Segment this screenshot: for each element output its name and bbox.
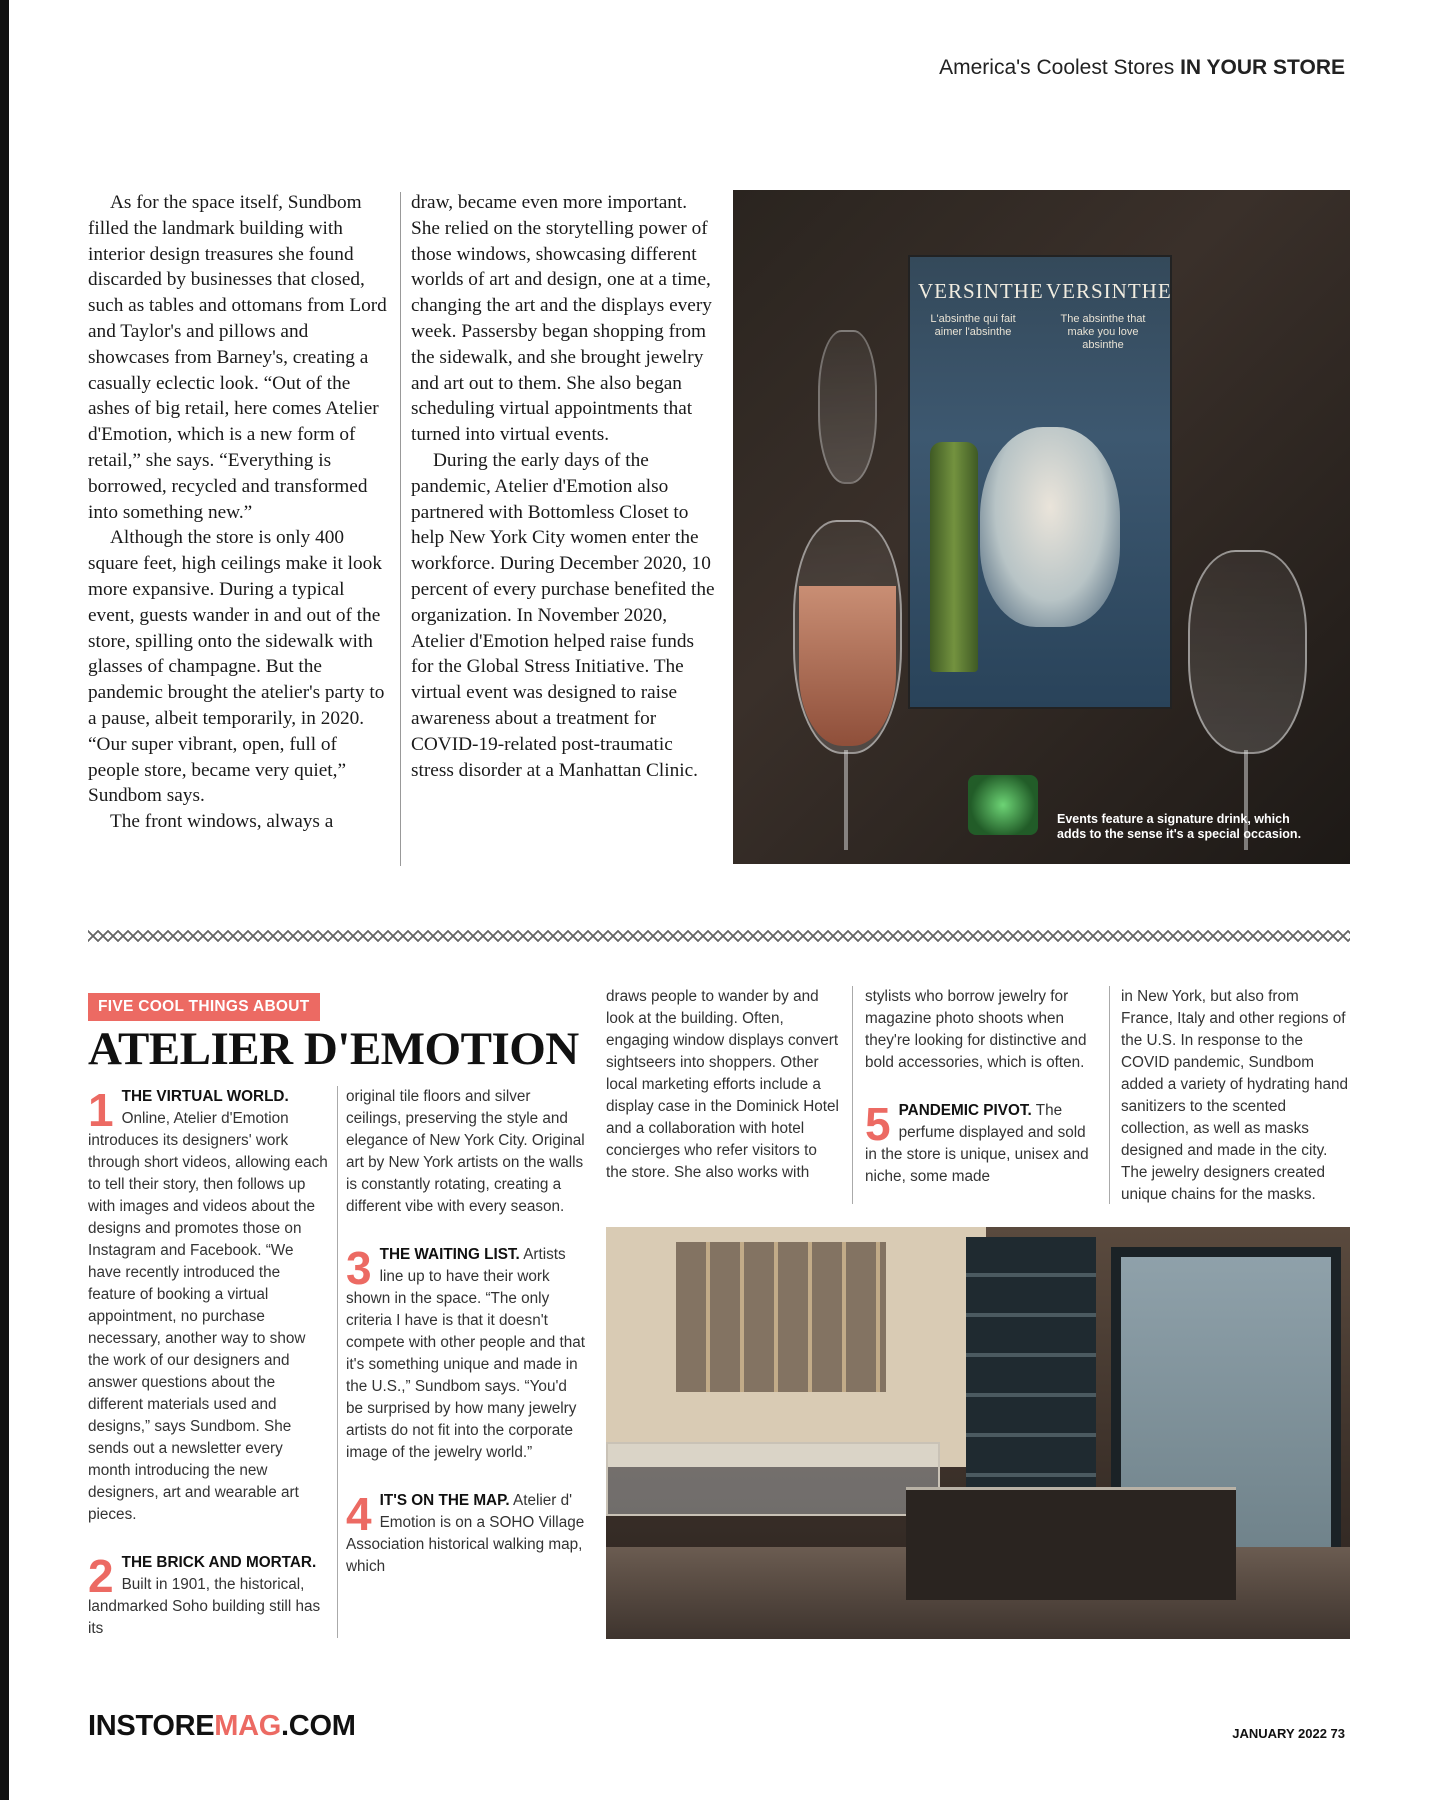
logo-part: INSTORE [88, 1710, 215, 1742]
portrait-grid [676, 1242, 886, 1392]
item-number: 5 [865, 1098, 891, 1150]
list-item [88, 1086, 328, 1526]
shelving [966, 1237, 1096, 1497]
column-rule [852, 986, 853, 1204]
item-text: The perfume displayed and sold in the store is unique, unisex and niche, some made [865, 1102, 1089, 1185]
article-column-2 [411, 190, 716, 783]
logo-part: .COM [281, 1710, 356, 1742]
absinthe-box [908, 255, 1172, 709]
absinthe-bottle [930, 442, 978, 672]
article-column-1 [88, 190, 390, 835]
item-title: PANDEMIC PIVOT. [898, 1102, 1032, 1119]
item-title: THE WAITING LIST. [379, 1246, 520, 1263]
item-number: 4 [346, 1488, 372, 1540]
item-text: Atelier d' Emotion is on a SOHO Village Association historical walking map, which [346, 1492, 585, 1575]
section-name-bold: IN YOUR STORE [1180, 56, 1345, 79]
box-illustration [980, 427, 1120, 627]
section-name: America's Coolest Stores [939, 56, 1175, 79]
sidebar-headline: ATELIER D'EMOTION [88, 1023, 579, 1075]
item-text: Online, Atelier d'Emotion introduces its designers' work through short videos, allowing each to tell their story, then follows up with images and videos about the designs and promotes those on Instagram and Facebook. “We have recently introduced the feature of booking a virtual appointment, no purchase necessary, another way to show the work of our designers and answer questions about the different materials used and designs,” says Sundbom. She sends out a newsletter every month introducing the new designers, art and wearable art pieces. [88, 1110, 328, 1523]
box-tagline-left: L'absinthe qui fait aimer l'absinthe [930, 313, 1016, 338]
empty-flute [1188, 550, 1307, 754]
continued-text: original tile floors and silver ceilings, preserving the style and elegance of New York City. Original art by New York artists on the walls is constantly rotating, creating a different vibe with every season. [346, 1088, 585, 1215]
list-item [865, 1100, 1097, 1188]
item-title: THE BRICK AND MORTAR. [121, 1554, 317, 1571]
item-number: 1 [88, 1084, 114, 1136]
list-item [346, 1244, 586, 1464]
box-tagline-right: The absinthe that make you love absinthe [1060, 313, 1146, 351]
continued-text: stylists who borrow jewelry for magazine photo shoots when they're looking for distinctive and bold accessories, which is often. [865, 988, 1087, 1071]
column-rule [400, 192, 401, 866]
sidebar-column-3 [606, 986, 842, 1184]
rose-glass [793, 520, 902, 754]
item-title: IT'S ON THE MAP. [379, 1492, 510, 1509]
item-text: Built in 1901, the historical, landmarked Soho building still has its [88, 1576, 321, 1637]
item-text: Artists line up to have their work shown in the space. “The only criteria I have is that it doesn't compete with other people and that it's something unique and made in the U.S.,” Sundbom says. “You'd be surprised by how many jewelry artists do not fit into the corporate image of the jewelry world.” [346, 1246, 585, 1461]
magazine-logo [88, 1710, 356, 1743]
zigzag-divider [88, 930, 1350, 942]
item-title: THE VIRTUAL WORLD. [121, 1088, 289, 1105]
list-item [88, 1552, 328, 1640]
photo-store-interior [606, 1227, 1350, 1639]
logo-part-accent: MAG [214, 1710, 282, 1742]
sidebar-kicker: FIVE COOL THINGS ABOUT [88, 993, 320, 1021]
running-head [939, 56, 1345, 80]
box-brand-right: VERSINTHE [1046, 279, 1172, 303]
champagne-flute [818, 330, 877, 484]
article-paragraph: draw, became even more important. She relied on the storytelling power of those windows, showcasing different worlds of art and design, one at a time, changing the art and the displays every week. Passersby began shopping from the sidewalk, and she brought jewelry and art out to them. She also began scheduling virtual appointments that turned into virtual events. [411, 192, 712, 446]
sidebar-column-1 [88, 1086, 328, 1640]
continued-text: in New York, but also from France, Italy and other regions of the U.S. In response to the COVID pandemic, Sundbom added a variety of hydrating hand sanitizers to the scented collection, as well as masks designed and made in the city. The jewelry designers created unique chains for the masks. [1121, 988, 1349, 1203]
display-case [606, 1442, 940, 1516]
display-table [906, 1487, 1236, 1600]
article-paragraph: Although the store is only 400 square feet, high ceilings make it look more expansive. During a typical event, guests wander in and out of the store, spilling onto the sidewalk with glasses of champagne. But the pandemic brought the atelier's party to a pause, albeit temporarily, in 2020. “Our super vibrant, open, full of people store, became very quiet,” Sundbom says. [88, 527, 385, 807]
green-drink [968, 775, 1038, 835]
item-number: 2 [88, 1550, 114, 1602]
article-paragraph: During the early days of the pandemic, Atelier d'Emotion also partnered with Bottomless Closet to help New York City women enter the workforce. During December 2020, 10 percent of every purchase benefited the organization. In November 2020, Atelier d'Emotion helped raise funds for the Global Stress Initiative. The virtual event was designed to raise awareness about a treatment for COVID-19-related post-traumatic stress disorder at a Manhattan Clinic. [411, 449, 715, 781]
photo-caption: Events feature a signature drink, which adds to the sense it's a special occasion. [1057, 812, 1302, 841]
glass-stem [844, 750, 848, 850]
column-rule [337, 1086, 338, 1638]
column-rule [1109, 986, 1110, 1204]
page-folio: JANUARY 2022 73 [1232, 1726, 1345, 1741]
sidebar-column-4 [865, 986, 1097, 1188]
article-paragraph: As for the space itself, Sundbom filled the landmark building with interior design treasures she found discarded by businesses that closed, such as tables and ottomans from Lord and Taylor's and pillows and showcases from Barney's, creating a casually eclectic look. “Out of the ashes of big retail, here comes Atelier d'Emotion, which is a new form of retail,” she says. “Everything is borrowed, recycled and transformed into something new.” [88, 192, 387, 523]
article-paragraph: The front windows, always a [110, 811, 334, 833]
sidebar-column-2 [346, 1086, 586, 1578]
box-brand-left: VERSINTHE [918, 279, 1044, 303]
sidebar-column-5 [1121, 986, 1351, 1206]
item-number: 3 [346, 1242, 372, 1294]
page-edge [0, 0, 9, 1800]
list-item [346, 1490, 586, 1578]
continued-text: draws people to wander by and look at the building. Often, engaging window displays convert sightseers into shoppers. Other local marketing efforts include a display case in the Dominick Hotel and a collaboration with hotel concierges who refer visitors to the store. She also works with [606, 988, 839, 1181]
photo-absinthe-display [733, 190, 1350, 864]
